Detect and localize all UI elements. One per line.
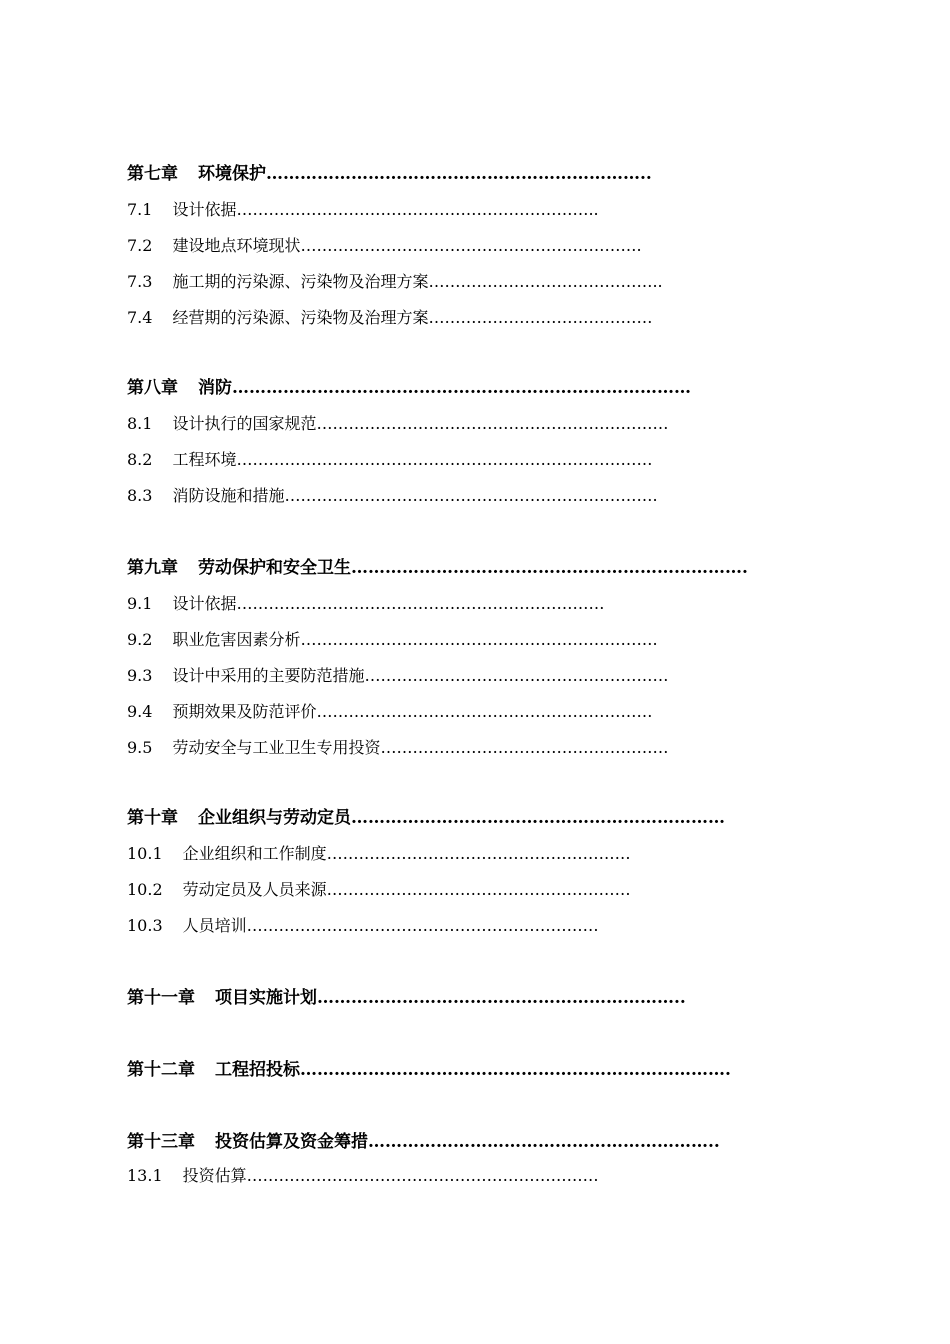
toc-entry-number: 第八章	[127, 378, 178, 398]
toc-chapter-entry[interactable]	[127, 560, 748, 577]
toc-dot-leader: ……………………………………………………..	[368, 1132, 720, 1152]
toc-section-entry[interactable]	[127, 202, 599, 218]
toc-entry-title: 设计中采用的主要防范措施	[172, 666, 365, 685]
toc-section-entry[interactable]	[127, 668, 668, 684]
toc-dot-leader: …………………………………………………	[326, 844, 631, 863]
toc-entry-title: 劳动定员及人员来源	[182, 880, 327, 899]
toc-entry-number: 8.2	[127, 450, 153, 469]
toc-section-entry[interactable]	[127, 274, 663, 290]
toc-entry-title: 投资估算	[182, 1166, 247, 1185]
toc-entry-title: 消防设施和措施	[172, 486, 285, 505]
toc-entry-number: 7.2	[127, 236, 153, 255]
toc-entry-title: 工程环境	[172, 450, 237, 469]
toc-entry-title: 职业危害因素分析	[172, 630, 301, 649]
toc-section-entry[interactable]	[127, 740, 668, 756]
toc-entry-title: 预期效果及防范评价	[172, 702, 317, 721]
toc-entry-number: 第十三章	[127, 1132, 195, 1152]
toc-entry-number: 10.3	[127, 916, 163, 935]
toc-entry-title: 企业组织和工作制度	[182, 844, 327, 863]
toc-entry-number: 8.3	[127, 486, 153, 505]
toc-dot-leader: ………………………………………………………………………	[232, 378, 691, 398]
toc-entry-title: 施工期的污染源、污染物及治理方案	[172, 272, 429, 291]
toc-section-entry[interactable]	[127, 596, 604, 612]
toc-entry-title: 人员培训	[182, 916, 247, 935]
toc-entry-title: 劳动安全与工业卫生专用投资	[172, 738, 381, 757]
toc-entry-title: 劳动保护和安全卫生	[198, 558, 351, 578]
toc-dot-leader: ………………………………………………	[380, 738, 669, 757]
toc-dot-leader: …………………………………………………	[364, 666, 669, 685]
toc-entry-number: 9.5	[127, 738, 153, 757]
toc-dot-leader: ……………………………………………………….	[300, 236, 642, 255]
toc-chapter-entry[interactable]	[127, 380, 691, 397]
toc-dot-leader: …………………………………………………………	[316, 414, 669, 433]
toc-dot-leader: ……………………………………………………………	[236, 594, 605, 613]
toc-entry-number: 7.3	[127, 272, 153, 291]
toc-entry-number: 10.1	[127, 844, 163, 863]
toc-chapter-entry[interactable]	[127, 1062, 731, 1079]
toc-section-entry[interactable]	[127, 632, 658, 648]
toc-entry-number: 9.1	[127, 594, 153, 613]
toc-section-entry[interactable]	[127, 452, 652, 468]
toc-entry-title: 环境保护	[198, 164, 266, 184]
toc-dot-leader: …………………………………………………………	[246, 1166, 599, 1185]
toc-dot-leader: ………………………………………………………….	[300, 630, 658, 649]
toc-dot-leader: ………………………………………………………	[316, 702, 653, 721]
toc-entry-number: 7.1	[127, 200, 153, 219]
toc-entry-title: 消防	[198, 378, 232, 398]
toc-chapter-entry[interactable]	[127, 810, 725, 827]
toc-chapter-entry[interactable]	[127, 166, 652, 183]
toc-entry-number: 第九章	[127, 558, 178, 578]
toc-entry-title: 企业组织与劳动定员	[198, 808, 351, 828]
toc-section-entry[interactable]	[127, 488, 658, 504]
toc-entry-number: 9.3	[127, 666, 153, 685]
toc-section-entry[interactable]	[127, 918, 599, 934]
toc-entry-title: 投资估算及资金筹措	[215, 1132, 368, 1152]
toc-dot-leader: …………………………………………………………	[351, 808, 725, 828]
toc-entry-title: 建设地点环境现状	[172, 236, 301, 255]
toc-entry-number: 8.1	[127, 414, 153, 433]
toc-entry-title: 经营期的污染源、污染物及治理方案	[172, 308, 429, 327]
toc-section-entry[interactable]	[127, 846, 631, 862]
toc-entry-number: 9.2	[127, 630, 153, 649]
toc-entry-number: 13.1	[127, 1166, 163, 1185]
toc-section-entry[interactable]	[127, 704, 652, 720]
toc-entry-number: 10.2	[127, 880, 163, 899]
toc-dot-leader: …………………………………………………………….	[351, 558, 748, 578]
toc-dot-leader: ……………………………………..	[428, 272, 663, 291]
toc-entry-title: 设计执行的国家规范	[172, 414, 317, 433]
toc-section-entry[interactable]	[127, 882, 631, 898]
toc-entry-title: 设计依据	[172, 200, 237, 219]
toc-section-entry[interactable]	[127, 416, 668, 432]
toc-dot-leader: ……………………………………………………………………	[236, 450, 653, 469]
toc-entry-number: 第七章	[127, 164, 178, 184]
toc-section-entry[interactable]	[127, 1168, 599, 1184]
toc-entry-title: 项目实施计划	[215, 988, 317, 1008]
toc-dot-leader: ……………………………………	[428, 308, 653, 327]
toc-dot-leader: …………………………………………………	[326, 880, 631, 899]
toc-chapter-entry[interactable]	[127, 990, 686, 1007]
toc-dot-leader: …………………………………………………………….	[284, 486, 658, 505]
toc-entry-title: 设计依据	[172, 594, 237, 613]
toc-dot-leader: …………………………………………………………..	[236, 200, 599, 219]
toc-dot-leader: ………………………………………………………………….	[300, 1060, 731, 1080]
toc-entry-number: 第十二章	[127, 1060, 195, 1080]
toc-entry-number: 第十章	[127, 808, 178, 828]
toc-section-entry[interactable]	[127, 310, 652, 326]
toc-dot-leader: …………………………………………………………..	[266, 164, 652, 184]
toc-entry-number: 第十一章	[127, 988, 195, 1008]
toc-chapter-entry[interactable]	[127, 1134, 720, 1151]
toc-section-entry[interactable]	[127, 238, 642, 254]
toc-entry-number: 7.4	[127, 308, 153, 327]
toc-entry-number: 9.4	[127, 702, 153, 721]
toc-entry-title: 工程招投标	[215, 1060, 300, 1080]
toc-dot-leader: ………………………………………………………..	[317, 988, 686, 1008]
toc-dot-leader: …………………………………………………………	[246, 916, 599, 935]
